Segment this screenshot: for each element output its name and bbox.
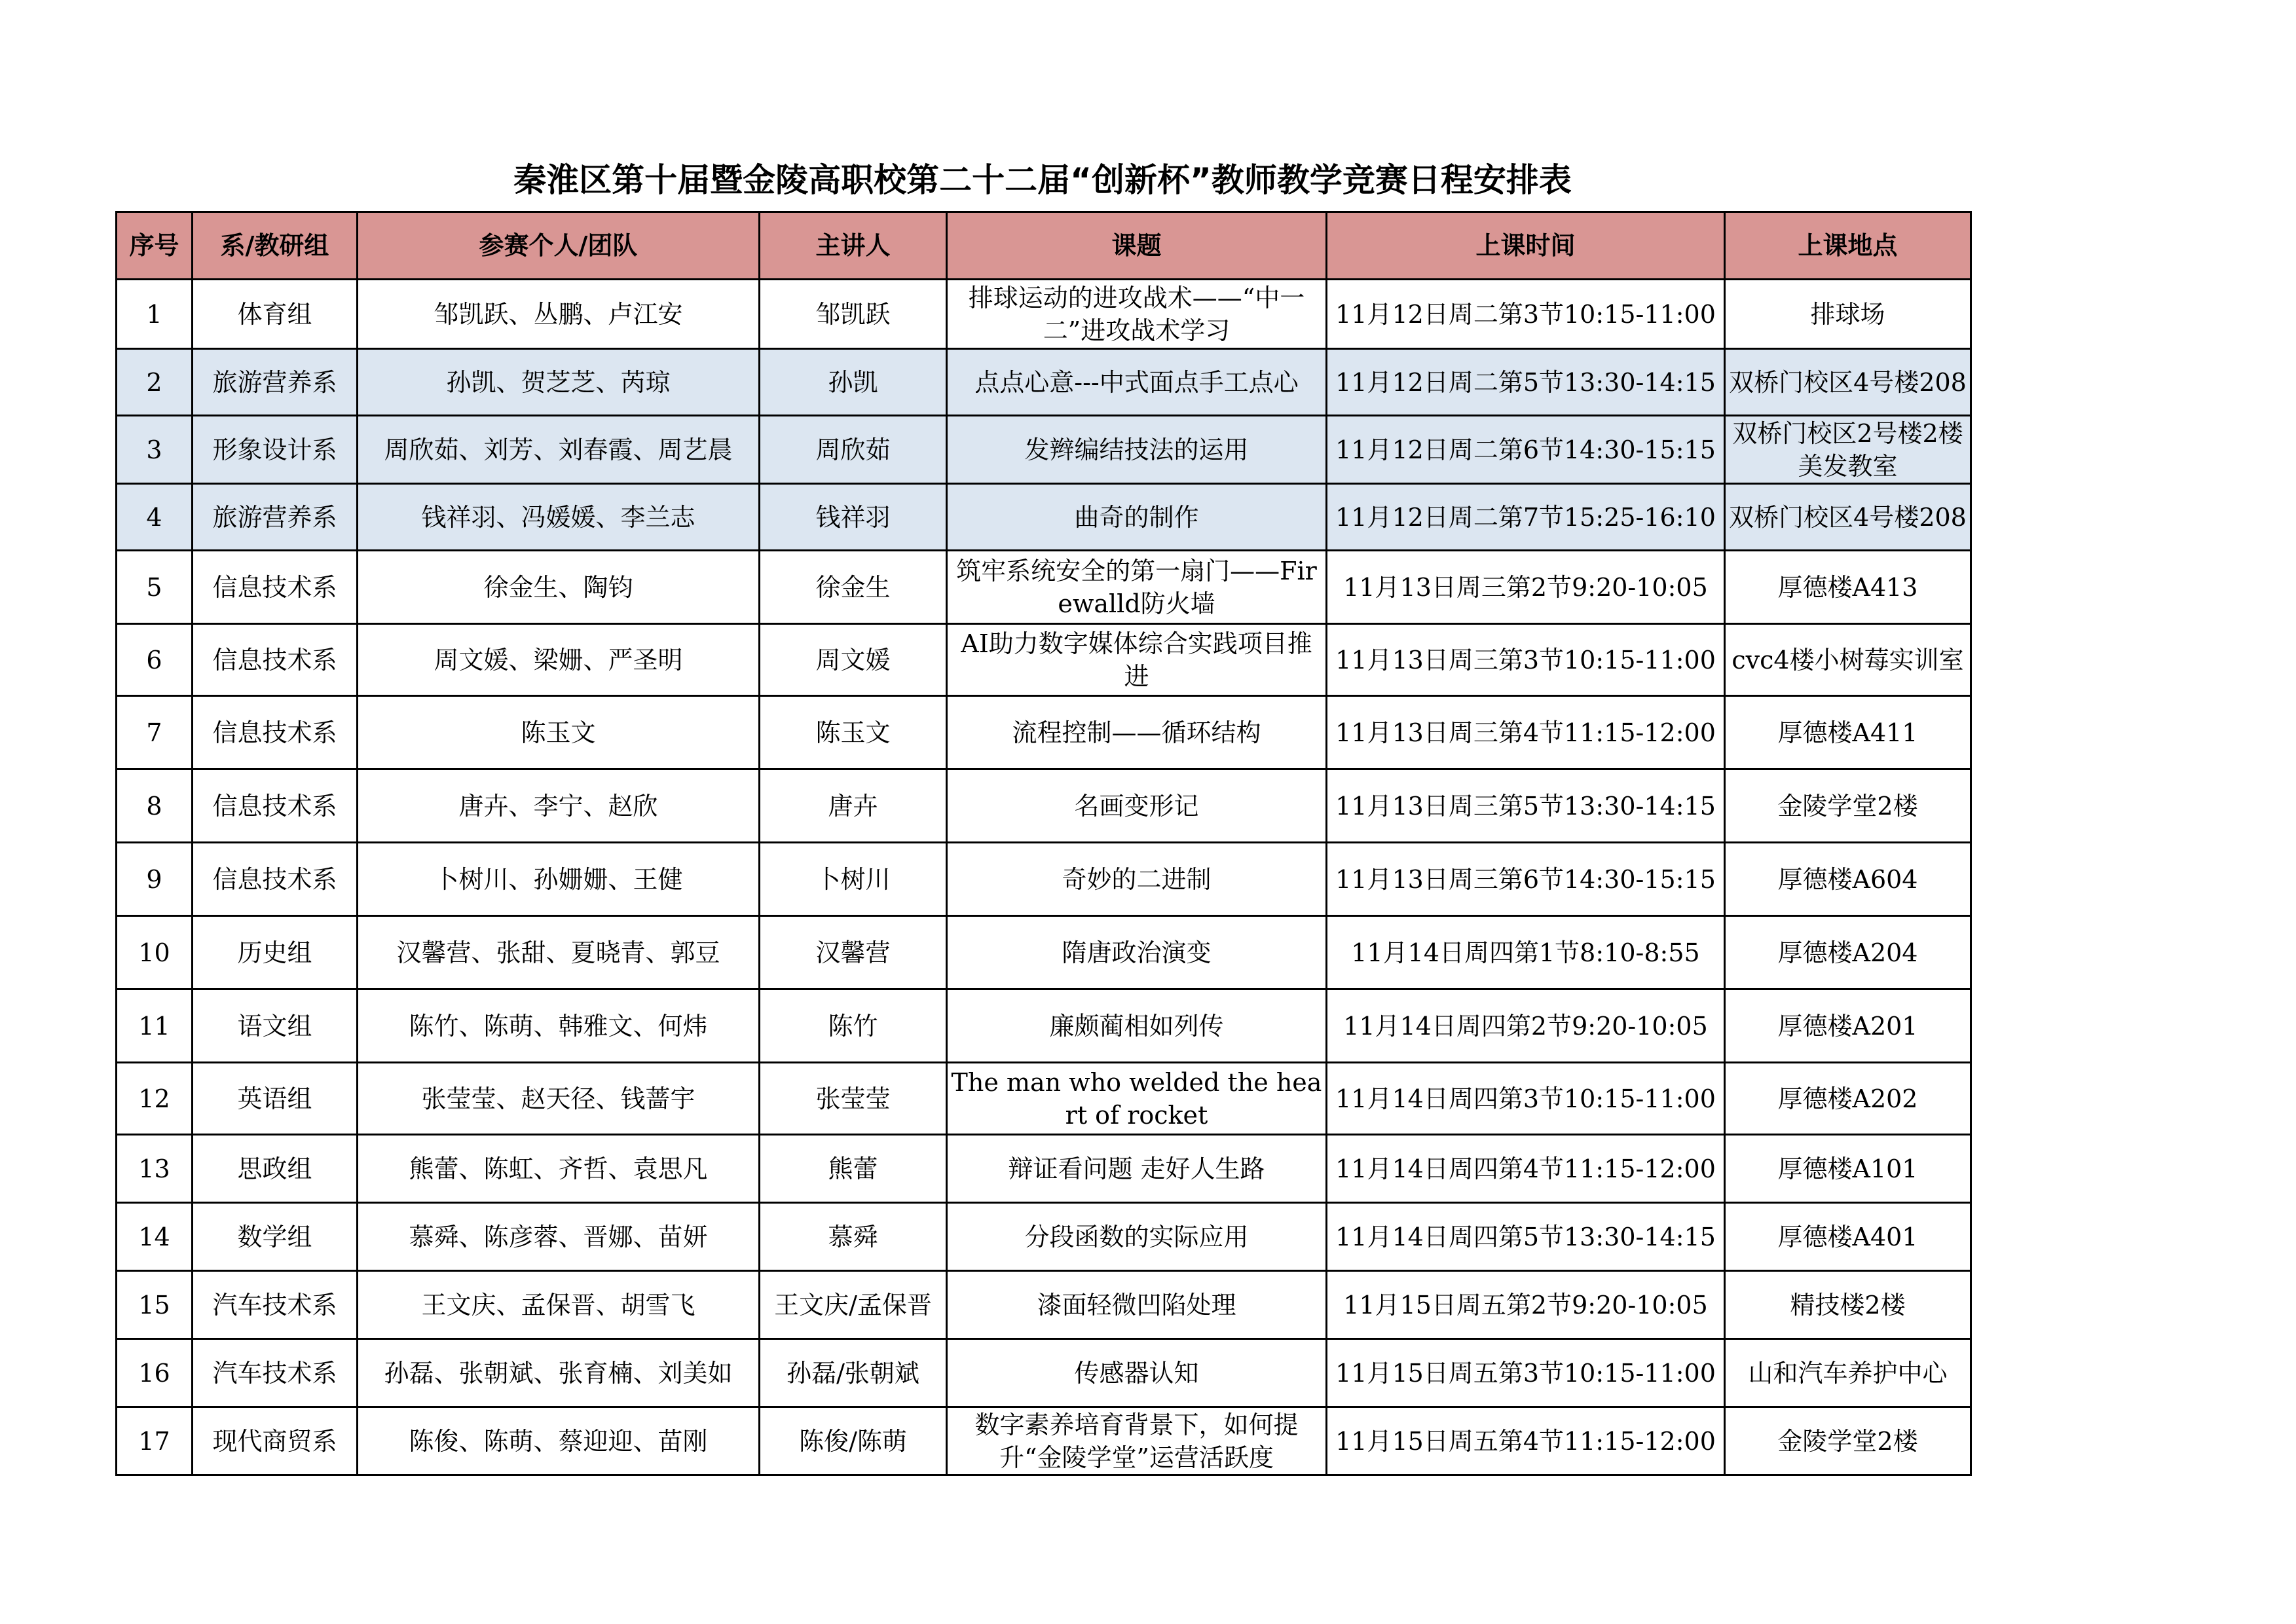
row-team: 唐卉、李宁、赵欣 [358,769,760,843]
row-team: 王文庆、孟保晋、胡雪飞 [358,1271,760,1339]
row-place: 金陵学堂2楼 [1725,769,1971,843]
row-time: 11月14日周四第2节9:20-10:05 [1327,989,1725,1063]
row-speaker: 汉馨营 [760,916,947,989]
row-department: 数学组 [193,1203,358,1271]
header-place: 上课地点 [1725,212,1971,280]
row-place: cvc4楼小树莓实训室 [1725,624,1971,696]
row-time: 11月14日周四第3节10:15-11:00 [1327,1063,1725,1135]
header-team: 参赛个人/团队 [358,212,760,280]
row-time: 11月12日周二第5节13:30-14:15 [1327,349,1725,416]
row-team: 卜树川、孙姗姗、王健 [358,843,760,916]
row-department: 汽车技术系 [193,1271,358,1339]
row-speaker: 陈玉文 [760,696,947,769]
row-team: 邹凯跃、丛鹏、卢江安 [358,280,760,349]
header-topic: 课题 [947,212,1327,280]
row-department: 英语组 [193,1063,358,1135]
row-team: 钱祥羽、冯媛媛、李兰志 [358,484,760,551]
row-speaker: 孙磊/张朝斌 [760,1339,947,1407]
row-topic: 漆面轻微凹陷处理 [947,1271,1327,1339]
row-time: 11月15日周五第2节9:20-10:05 [1327,1271,1725,1339]
row-number: 11 [117,989,193,1063]
row-topic: 分段函数的实际应用 [947,1203,1327,1271]
row-topic: 辩证看问题 走好人生路 [947,1135,1327,1203]
table-row [117,1063,1971,1135]
row-speaker: 钱祥羽 [760,484,947,551]
row-number: 13 [117,1135,193,1203]
row-department: 信息技术系 [193,769,358,843]
row-topic: 隋唐政治演变 [947,916,1327,989]
header-no: 序号 [117,212,193,280]
row-number: 6 [117,624,193,696]
row-number: 3 [117,416,193,484]
row-speaker: 陈竹 [760,989,947,1063]
row-time: 11月14日周四第5节13:30-14:15 [1327,1203,1725,1271]
header-dept: 系/教研组 [193,212,358,280]
row-team: 汉馨营、张甜、夏晓青、郭豆 [358,916,760,989]
row-number: 4 [117,484,193,551]
row-department: 现代商贸系 [193,1407,358,1475]
row-speaker: 邹凯跃 [760,280,947,349]
row-time: 11月14日周四第4节11:15-12:00 [1327,1135,1725,1203]
row-topic: 名画变形记 [947,769,1327,843]
row-topic: 奇妙的二进制 [947,843,1327,916]
row-time: 11月13日周三第4节11:15-12:00 [1327,696,1725,769]
row-department: 汽车技术系 [193,1339,358,1407]
row-topic: 传感器认知 [947,1339,1327,1407]
row-topic: 发辫编结技法的运用 [947,416,1327,484]
row-number: 16 [117,1339,193,1407]
row-time: 11月13日周三第3节10:15-11:00 [1327,624,1725,696]
row-time: 11月15日周五第3节10:15-11:00 [1327,1339,1725,1407]
row-speaker: 孙凯 [760,349,947,416]
row-speaker: 卜树川 [760,843,947,916]
table-row [117,1135,1971,1203]
row-topic: AI助力数字媒体综合实践项目推进 [947,624,1327,696]
row-place: 厚德楼A401 [1725,1203,1971,1271]
row-time: 11月13日周三第5节13:30-14:15 [1327,769,1725,843]
table-row [117,551,1971,624]
row-department: 旅游营养系 [193,484,358,551]
row-time: 11月12日周二第7节15:25-16:10 [1327,484,1725,551]
row-team: 周欣茹、刘芳、刘春霞、周艺晨 [358,416,760,484]
row-team: 徐金生、陶钧 [358,551,760,624]
row-speaker: 陈俊/陈萌 [760,1407,947,1475]
row-department: 旅游营养系 [193,349,358,416]
row-number: 7 [117,696,193,769]
table-row [117,416,1971,484]
row-department: 历史组 [193,916,358,989]
row-number: 15 [117,1271,193,1339]
row-place: 厚德楼A413 [1725,551,1971,624]
row-team: 陈俊、陈萌、蔡迎迎、苗刚 [358,1407,760,1475]
table-row [117,1339,1971,1407]
row-place: 厚德楼A604 [1725,843,1971,916]
row-number: 8 [117,769,193,843]
table-row [117,1203,1971,1271]
row-topic: The man who welded the heart of rocket [947,1063,1327,1135]
row-topic: 数字素养培育背景下，如何提升“金陵学堂”运营活跃度 [947,1407,1327,1475]
row-place: 金陵学堂2楼 [1725,1407,1971,1475]
row-time: 11月12日周二第6节14:30-15:15 [1327,416,1725,484]
row-topic: 点点心意---中式面点手工点心 [947,349,1327,416]
row-time: 11月12日周二第3节10:15-11:00 [1327,280,1725,349]
row-team: 周文媛、梁姗、严圣明 [358,624,760,696]
page-title: 秦淮区第十届暨金陵高职校第二十二届“创新杯”教师教学竞赛日程安排表 [513,161,1572,199]
row-department: 信息技术系 [193,843,358,916]
row-number: 12 [117,1063,193,1135]
row-time: 11月13日周三第2节9:20-10:05 [1327,551,1725,624]
row-time: 11月15日周五第4节11:15-12:00 [1327,1407,1725,1475]
row-team: 陈竹、陈萌、韩雅文、何炜 [358,989,760,1063]
row-time: 11月14日周四第1节8:10-8:55 [1327,916,1725,989]
table-row [117,843,1971,916]
row-department: 信息技术系 [193,624,358,696]
header-speaker: 主讲人 [760,212,947,280]
row-place: 厚德楼A101 [1725,1135,1971,1203]
row-speaker: 熊蕾 [760,1135,947,1203]
row-place: 双桥门校区4号楼208 [1725,349,1971,416]
row-department: 体育组 [193,280,358,349]
row-department: 形象设计系 [193,416,358,484]
row-speaker: 周文媛 [760,624,947,696]
row-place: 双桥门校区2号楼2楼美发教室 [1725,416,1971,484]
table-row [117,624,1971,696]
table-row [117,1407,1971,1475]
row-number: 17 [117,1407,193,1475]
row-team: 慕舜、陈彦蓉、晋娜、苗妍 [358,1203,760,1271]
header-time: 上课时间 [1327,212,1725,280]
row-department: 信息技术系 [193,696,358,769]
row-topic: 筑牢系统安全的第一扇门——Firewalld防火墙 [947,551,1327,624]
table-row [117,769,1971,843]
row-place: 厚德楼A204 [1725,916,1971,989]
table-row [117,280,1971,349]
row-time: 11月13日周三第6节14:30-15:15 [1327,843,1725,916]
row-number: 1 [117,280,193,349]
table-row [117,349,1971,416]
row-topic: 排球运动的进攻战术——“中一二”进攻战术学习 [947,280,1327,349]
row-number: 5 [117,551,193,624]
row-number: 2 [117,349,193,416]
schedule-table [115,211,1972,1476]
row-topic: 曲奇的制作 [947,484,1327,551]
row-number: 9 [117,843,193,916]
table-row [117,696,1971,769]
row-team: 熊蕾、陈虹、齐哲、袁思凡 [358,1135,760,1203]
row-speaker: 张莹莹 [760,1063,947,1135]
row-department: 信息技术系 [193,551,358,624]
row-speaker: 周欣茹 [760,416,947,484]
row-team: 孙凯、贺芝芝、芮琼 [358,349,760,416]
row-number: 10 [117,916,193,989]
row-topic: 廉颇蔺相如列传 [947,989,1327,1063]
row-place: 排球场 [1725,280,1971,349]
row-team: 张莹莹、赵天径、钱蔷宇 [358,1063,760,1135]
table-row [117,989,1971,1063]
row-number: 14 [117,1203,193,1271]
header-row [117,212,1971,280]
row-department: 思政组 [193,1135,358,1203]
row-place: 精技楼2楼 [1725,1271,1971,1339]
row-speaker: 慕舜 [760,1203,947,1271]
table-row [117,1271,1971,1339]
row-department: 语文组 [193,989,358,1063]
row-speaker: 王文庆/孟保晋 [760,1271,947,1339]
row-place: 厚德楼A202 [1725,1063,1971,1135]
row-place: 山和汽车养护中心 [1725,1339,1971,1407]
row-team: 陈玉文 [358,696,760,769]
row-speaker: 徐金生 [760,551,947,624]
row-place: 厚德楼A201 [1725,989,1971,1063]
row-place: 双桥门校区4号楼208 [1725,484,1971,551]
row-speaker: 唐卉 [760,769,947,843]
row-topic: 流程控制——循环结构 [947,696,1327,769]
row-place: 厚德楼A411 [1725,696,1971,769]
table-row [117,484,1971,551]
row-team: 孙磊、张朝斌、张育楠、刘美如 [358,1339,760,1407]
table-row [117,916,1971,989]
